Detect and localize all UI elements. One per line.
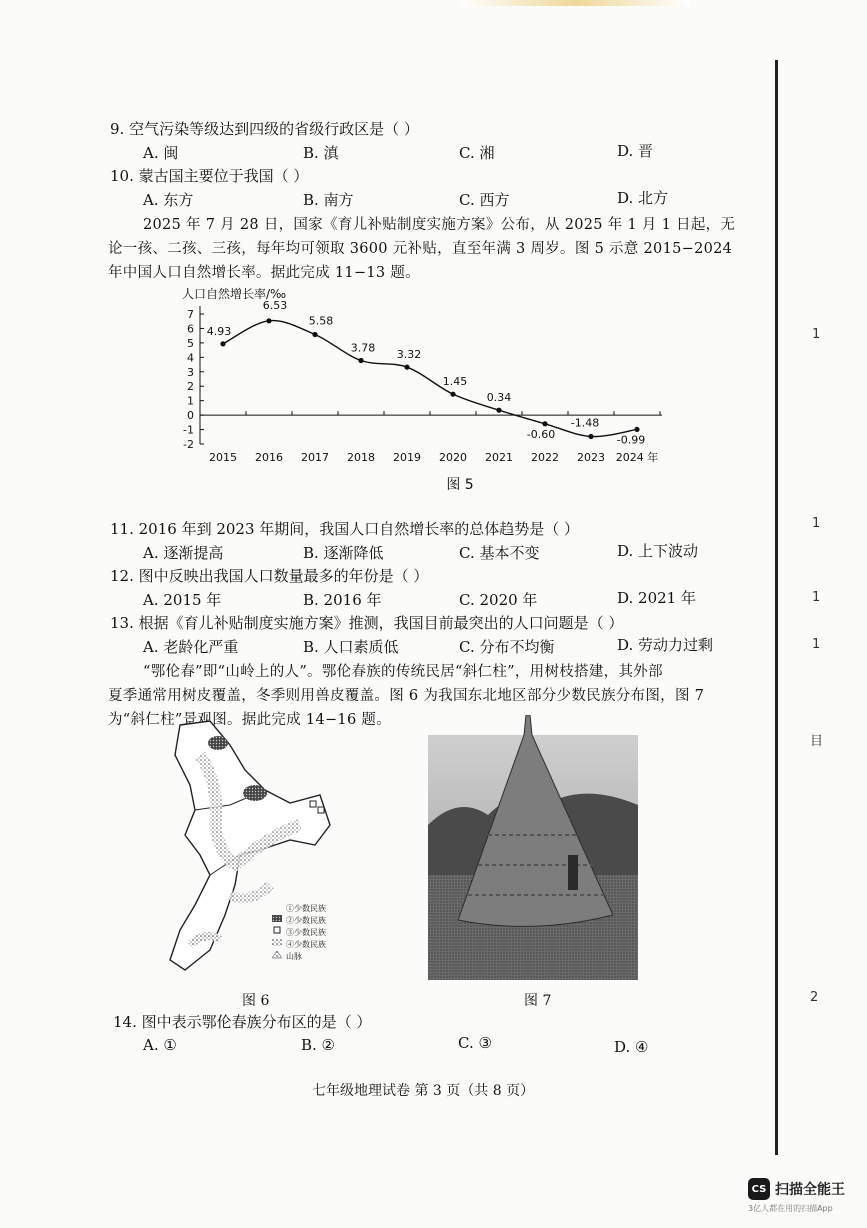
data-label: -0.60 (526, 427, 556, 441)
passage2-line2: 夏季通常用树皮覆盖，冬季则用兽皮覆盖。图 6 为我国东北地区部分少数民族分布图，图 7 (108, 688, 705, 704)
q12-option-d: D. 2021 年 (617, 589, 696, 607)
map-region-1 (208, 736, 228, 750)
figure6-map (140, 715, 340, 985)
q11-option-d: D. 上下波动 (617, 542, 699, 560)
q14-option-a: A. ① (143, 1036, 177, 1054)
data-point (588, 434, 593, 439)
y-tick-label: 6 (187, 322, 194, 336)
q13-stem: 13. 根据《育儿补贴制度实施方案》推测，我国目前最突出的人口问题是（ ） (110, 614, 624, 632)
map-region-2 (243, 785, 267, 801)
passage1-line2: 论一孩、二孩、三孩，每年均可领取 3600 元补贴，直至年满 3 周岁。图 5 示意 2015−2024 (108, 241, 733, 257)
legend-item-3: ③少数民族 (286, 928, 326, 937)
y-tick-label: 3 (187, 365, 194, 379)
x-tick-label: 2017 (301, 451, 329, 464)
q13-option-d: D. 劳动力过剩 (617, 636, 714, 654)
q12-option-b: B. 2016 年 (303, 591, 382, 609)
q10-stem: 10. 蒙古国主要位于我国（ ） (110, 167, 309, 185)
q10-option-c: C. 西方 (459, 191, 510, 209)
y-tick-label: 5 (187, 336, 194, 350)
x-tick-label: 2024 年 (615, 451, 659, 464)
passage2-line3: 为“斜仁柱”景观图。据此完成 14−16 题。 (108, 712, 391, 728)
y-tick-label: -2 (183, 438, 194, 451)
x-tick-label: 2023 (577, 451, 605, 464)
q10-option-b: B. 南方 (303, 191, 354, 209)
data-label: 3.78 (350, 341, 376, 355)
x-tick-label: 2016 (255, 451, 283, 464)
legend-item-2: ②少数民族 (286, 916, 326, 925)
figure6-caption: 图 6 (242, 993, 270, 1009)
q12-option-c: C. 2020 年 (459, 591, 538, 609)
page-binding-line (775, 60, 778, 1155)
y-tick-label: -1 (183, 423, 194, 437)
q9-option-b: B. 滇 (303, 144, 339, 162)
legend-item-4: ④少数民族 (286, 940, 326, 949)
y-tick-label: 7 (187, 308, 194, 321)
q14-option-c: C. ③ (458, 1034, 492, 1052)
map-region-3a (310, 801, 316, 807)
data-label: 0.34 (486, 391, 512, 405)
q9-option-d: D. 晋 (617, 142, 654, 160)
legend-item-1: ①少数民族 (286, 904, 326, 913)
data-point (634, 427, 639, 432)
q11-option-c: C. 基本不变 (459, 544, 540, 562)
q9-option-a: A. 闽 (143, 144, 179, 162)
figure7-photo (428, 715, 638, 980)
edge-mark-5: 目 (810, 734, 824, 749)
edge-mark-1: 1 (812, 327, 821, 342)
x-tick-label: 2018 (347, 451, 375, 464)
passage1-line3: 年中国人口自然增长率。据此完成 11−13 题。 (108, 265, 420, 281)
data-point (266, 318, 271, 323)
passage1-line1: 2025 年 7 月 28 日，国家《育儿补贴制度实施方案》公布，从 2025 年 1 月 1 日起，无 (143, 217, 736, 233)
page-footer: 七年级地理试卷 第 3 页（共 8 页） (312, 1083, 535, 1099)
data-label: 1.45 (442, 375, 468, 389)
q13-option-b: B. 人口素质低 (303, 638, 399, 656)
q13-option-a: A. 老龄化严重 (143, 638, 239, 656)
data-label: 5.58 (308, 314, 334, 328)
x-tick-label: 2022 (531, 451, 559, 464)
q10-option-d: D. 北方 (617, 189, 669, 207)
map-mountains-2 (230, 885, 270, 898)
y-axis-label: 人口自然增长率/‰ (182, 287, 287, 301)
figure5-chart (170, 284, 690, 494)
edge-mark-6: 2 (810, 990, 819, 1005)
scanner-logo-icon: CS (748, 1178, 770, 1200)
q12-option-a: A. 2015 年 (143, 591, 222, 609)
data-label: 4.93 (206, 324, 232, 338)
data-point (496, 408, 501, 413)
map-region-3b (318, 807, 324, 813)
q11-stem: 11. 2016 年到 2023 年期间，我国人口自然增长率的总体趋势是（ ） (110, 520, 580, 538)
scanner-tagline: 3亿人都在用的扫描App (748, 1204, 833, 1213)
passage2-line1: “鄂伦春”即“山岭上的人”。鄂伦春族的传统民居“斜仁柱”，用树枝搭建，其外部 (143, 664, 663, 680)
data-label: -1.48 (570, 416, 600, 430)
y-tick-label: 2 (187, 380, 194, 394)
top-smear (460, 0, 690, 6)
q14-option-d: D. ④ (614, 1038, 649, 1056)
q11-option-a: A. 逐渐提高 (143, 544, 224, 562)
q12-stem: 12. 图中反映出我国人口数量最多的年份是（ ） (110, 567, 429, 585)
x-tick-label: 2020 (439, 451, 467, 464)
data-point (542, 421, 547, 426)
data-point (358, 358, 363, 363)
edge-mark-4: 1 (812, 637, 821, 652)
data-point (220, 341, 225, 346)
data-point (404, 365, 409, 370)
q14-stem: 14. 图中表示鄂伦春族分布区的是（ ） (113, 1013, 372, 1031)
y-tick-label: 1 (187, 394, 194, 408)
data-label: 6.53 (262, 298, 288, 312)
q10-option-a: A. 东方 (143, 191, 194, 209)
data-point (312, 332, 317, 337)
edge-mark-3: 1 (812, 590, 821, 605)
x-tick-label: 2019 (393, 451, 421, 464)
data-point (450, 392, 455, 397)
edge-mark-2: 1 (812, 516, 821, 531)
x-tick-label: 2021 (485, 451, 513, 464)
y-tick-label: 0 (187, 409, 194, 423)
figure7-caption: 图 7 (524, 993, 552, 1009)
scanner-watermark (748, 1178, 845, 1200)
figure5-caption: 图 5 (446, 477, 474, 493)
map-legend (272, 903, 326, 961)
q11-option-b: B. 逐渐降低 (303, 544, 384, 562)
scanner-name: 扫描全能王 (775, 1182, 845, 1198)
data-label: 3.32 (396, 348, 422, 362)
q9-option-c: C. 湘 (459, 144, 495, 162)
q9-stem: 9. 空气污染等级达到四级的省级行政区是（ ） (110, 120, 419, 138)
q14-option-b: B. ② (301, 1036, 336, 1054)
y-tick-label: 4 (187, 351, 194, 365)
q13-option-c: C. 分布不均衡 (459, 638, 555, 656)
legend-item-5: 山脉 (286, 952, 302, 961)
x-tick-label: 2015 (209, 451, 237, 464)
photo-person (568, 855, 578, 890)
data-label: -0.99 (616, 433, 646, 447)
